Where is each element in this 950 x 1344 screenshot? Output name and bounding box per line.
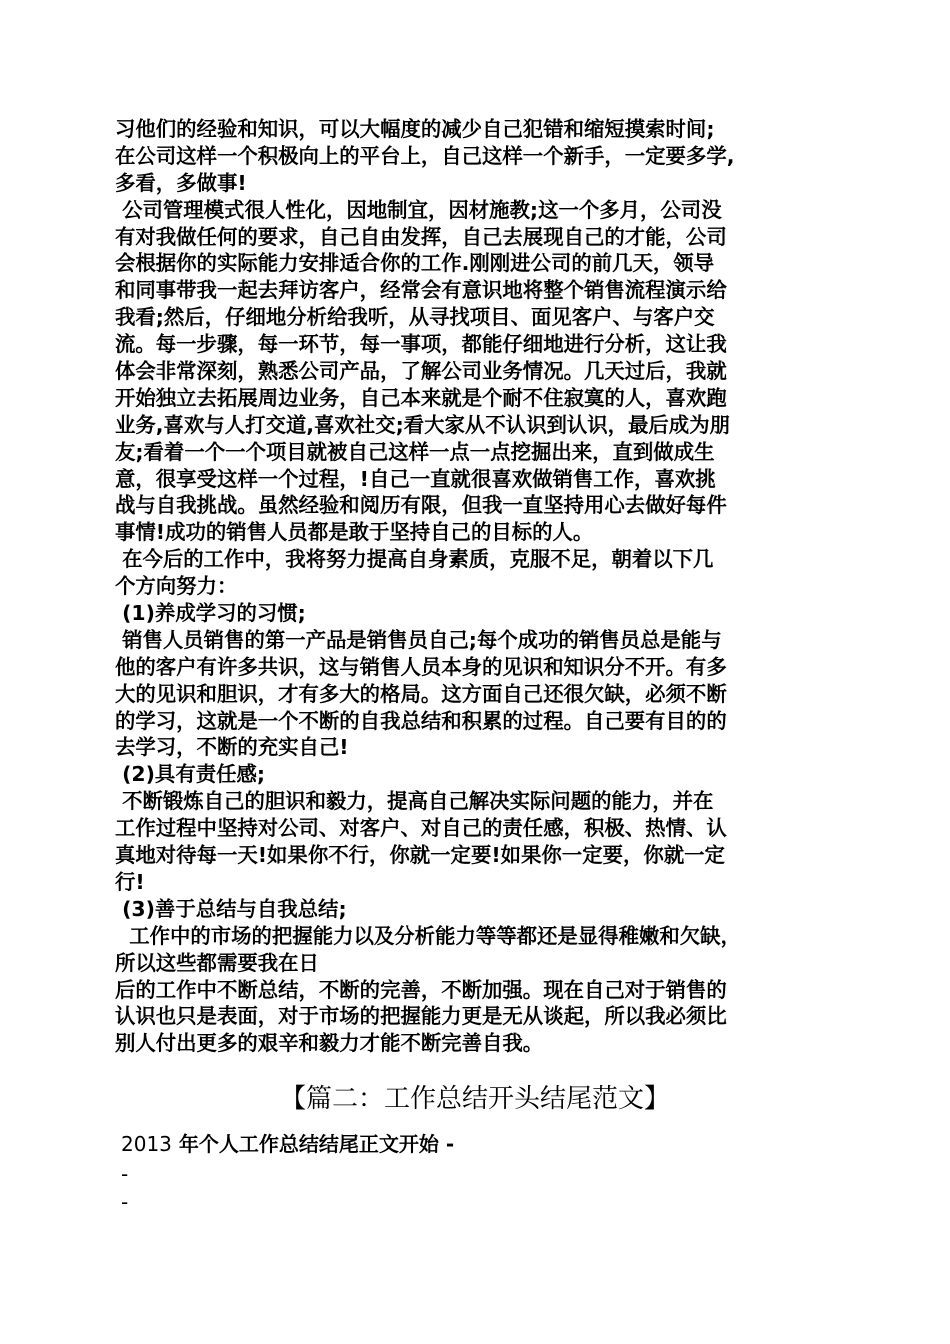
text-line: 不断锻炼自己的胆识和毅力，提高自己解决实际问题的能力，并在 — [115, 789, 714, 814]
text-line: 去学习，不断的充实自己! — [115, 735, 349, 760]
dash-line: - — [121, 1162, 129, 1186]
text-line: 流。每一步骤，每一环节，每一事项，都能仔细地进行分析，这让我 — [115, 332, 727, 357]
section-heading: 【篇二：工作总结开头结尾范文】 — [279, 1084, 670, 1114]
text-line: 和同事带我一起去拜访客户，经常会有意识地将整个销售流程演示给 — [115, 278, 727, 303]
text-line: 战与自我挑战。虽然经验和阅历有限，但我一直坚持用心去做好每件 — [115, 493, 727, 518]
opening-year: 2013 — [121, 1132, 172, 1156]
text-line: 销售人员销售的第一产品是销售员自己;每个成功的销售员总是能与 — [115, 627, 722, 652]
text-line: 公司管理模式很人性化，因地制宜，因材施教;这一个多月，公司没 — [115, 197, 722, 222]
text-line: 习他们的经验和知识，可以大幅度的减少自己犯错和缩短摸索时间; — [115, 117, 715, 141]
text-line: 在公司这样一个积极向上的平台上，自己这样一个新手，一定要多学, — [115, 143, 735, 168]
text-line: 体会非常深刻，熟悉公司产品，了解公司业务情况。几天过后，我就 — [115, 359, 727, 384]
text-line: 业务,喜欢与人打交道,喜欢社交;看大家从不认识到认识，最后成为朋 — [115, 412, 730, 437]
text-line: 所以这些都需要我在日 — [115, 950, 319, 975]
text-line: 在今后的工作中，我将努力提高自身素质，克服不足，朝着以下几 — [115, 547, 714, 572]
text-line: 会根据你的实际能力安排适合你的工作.刚刚进公司的前几天，领导 — [115, 251, 715, 276]
text-line: 后的工作中不断总结，不断的完善，不断加强。现在自己对于销售的 — [115, 977, 727, 1002]
text-line: 个方向努力： — [115, 574, 238, 599]
text-line: 他的客户有许多共识，这与销售人员本身的见识和知识分不开。有多 — [115, 654, 727, 679]
text-line: 行! — [115, 869, 145, 894]
text-line: (2)具有责任感; — [115, 762, 266, 787]
text-line: 认识也只是表面，对于市场的把握能力更是无从谈起，所以我必须比 — [115, 1004, 727, 1029]
opening-line — [121, 1131, 454, 1157]
text-line: 友;看着一个一个项目就被自己这样一点一点挖掘出来，直到做成生 — [115, 439, 715, 464]
dash-line: - — [121, 1190, 129, 1214]
text-line: 工作过程中坚持对公司、对客户、对自己的责任感，积极、热情、认 — [115, 816, 727, 841]
text-line: 事情!成功的销售人员都是敢于坚持自己的目标的人。 — [115, 520, 594, 545]
text-line: 开始独立去拓展周边业务，自己本来就是个耐不住寂寞的人，喜欢跑 — [115, 385, 727, 410]
opening-title: 年个人工作总结结尾正文开始 - — [171, 1132, 455, 1156]
text-line: (3)善于总结与自我总结; — [115, 896, 347, 921]
text-line: 大的见识和胆识，才有多大的格局。这方面自己还很欠缺，必须不断 — [115, 681, 727, 706]
text-line: 的学习，这就是一个不断的自我总结和积累的过程。自己要有目的的 — [115, 708, 727, 733]
text-line: 意，很享受这样一个过程，!自己一直就很喜欢做销售工作，喜欢挑 — [115, 466, 716, 491]
text-line: 多看，多做事! — [115, 170, 247, 195]
text-line: (1)养成学习的习惯; — [115, 601, 306, 626]
text-line: 工作中的市场的把握能力以及分析能力等等都还是显得稚嫩和欠缺， — [115, 923, 741, 948]
body-text — [115, 116, 837, 1057]
text-line: 我看;然后，仔细地分析给我听，从寻找项目、面见客户、与客户交 — [115, 305, 715, 330]
text-line: 别人付出更多的艰辛和毅力才能不断完善自我。 — [115, 1031, 544, 1056]
text-line: 真地对待每一天!如果你不行，你就一定要!如果你一定要，你就一定 — [115, 843, 725, 868]
text-line: 有对我做任何的要求，自己自由发挥，自己去展现自己的才能，公司 — [115, 224, 727, 249]
